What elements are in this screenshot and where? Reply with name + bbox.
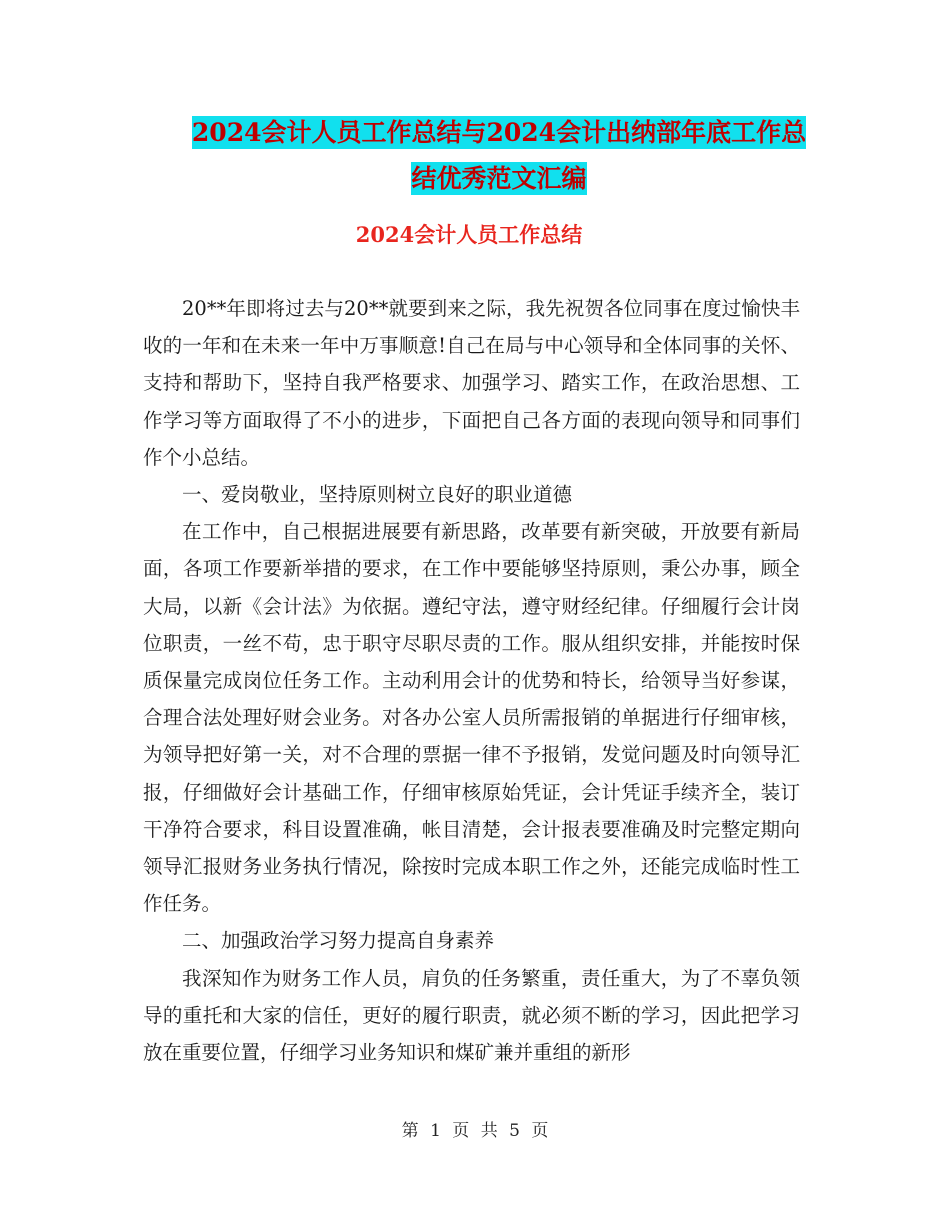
document-title (140, 110, 858, 202)
document-body (143, 290, 800, 1071)
page-number-footer: 第 1 页 共 5 页 (401, 1121, 549, 1141)
heading-section-1: 一、爱岗敬业，坚持原则树立良好的职业道德 (182, 483, 573, 507)
paragraph-section-1: 在工作中，自己根据进展要有新思路，改革要有新突破，开放要有新局面，各项工作要新举措的要求，在工作中要能够坚持原则，秉公办事，顾全大局，以新《会计法》为依据。遵纪守法，遵守财经纪律。仔细履行会计岗位职责，一丝不苟，忠于职守尽职尽责的工作。服从组织安排，并能按时保质保量完成岗位任务工作。主动利用会计的优势和特长，给领导当好参谋，合理合法处理好财会业务。对各办公室人员所需报销的单据进行仔细审核，为领导把好第一关，对不合理的票据一律不予报销，发觉问题及时向领导汇报，仔细做好会计基础工作，仔细审核原始凭证，会计凭证手续齐全，装订干净符合要求，科目设置准确，帐目清楚，会计报表要准确及时完整定期向领导汇报财务业务执行情况，除按时完成本职工作之外，还能完成临时性工作任务。 (143, 520, 800, 916)
document-title-line-1: 2024会计人员工作总结与2024会计出纳部年底工作总 (191, 118, 807, 147)
paragraph-section-2: 我深知作为财务工作人员，肩负的任务繁重，责任重大，为了不辜负领导的重托和大家的信任，更好的履行职责，就必须不断的学习，因此把学习放在重要位置，仔细学习业务知识和煤矿兼并重组的新形 (143, 966, 800, 1065)
paragraph-intro: 20**年即将过去与20**就要到来之际，我先祝贺各位同事在度过愉快丰收的一年和在未来一年中万事顺意!自己在局与中心领导和全体同事的关怀、支持和帮助下，坚持自我严格要求、加强学习、踏实工作，在政治思想、工作学习等方面取得了不小的进步，下面把自己各方面的表现向领导和同事们作个小总结。 (143, 297, 800, 469)
document-title-line-2: 结优秀范文汇编 (411, 164, 587, 193)
section-title: 2024会计人员工作总结 (355, 222, 583, 247)
heading-section-2: 二、加强政治学习努力提高自身素养 (182, 929, 495, 953)
